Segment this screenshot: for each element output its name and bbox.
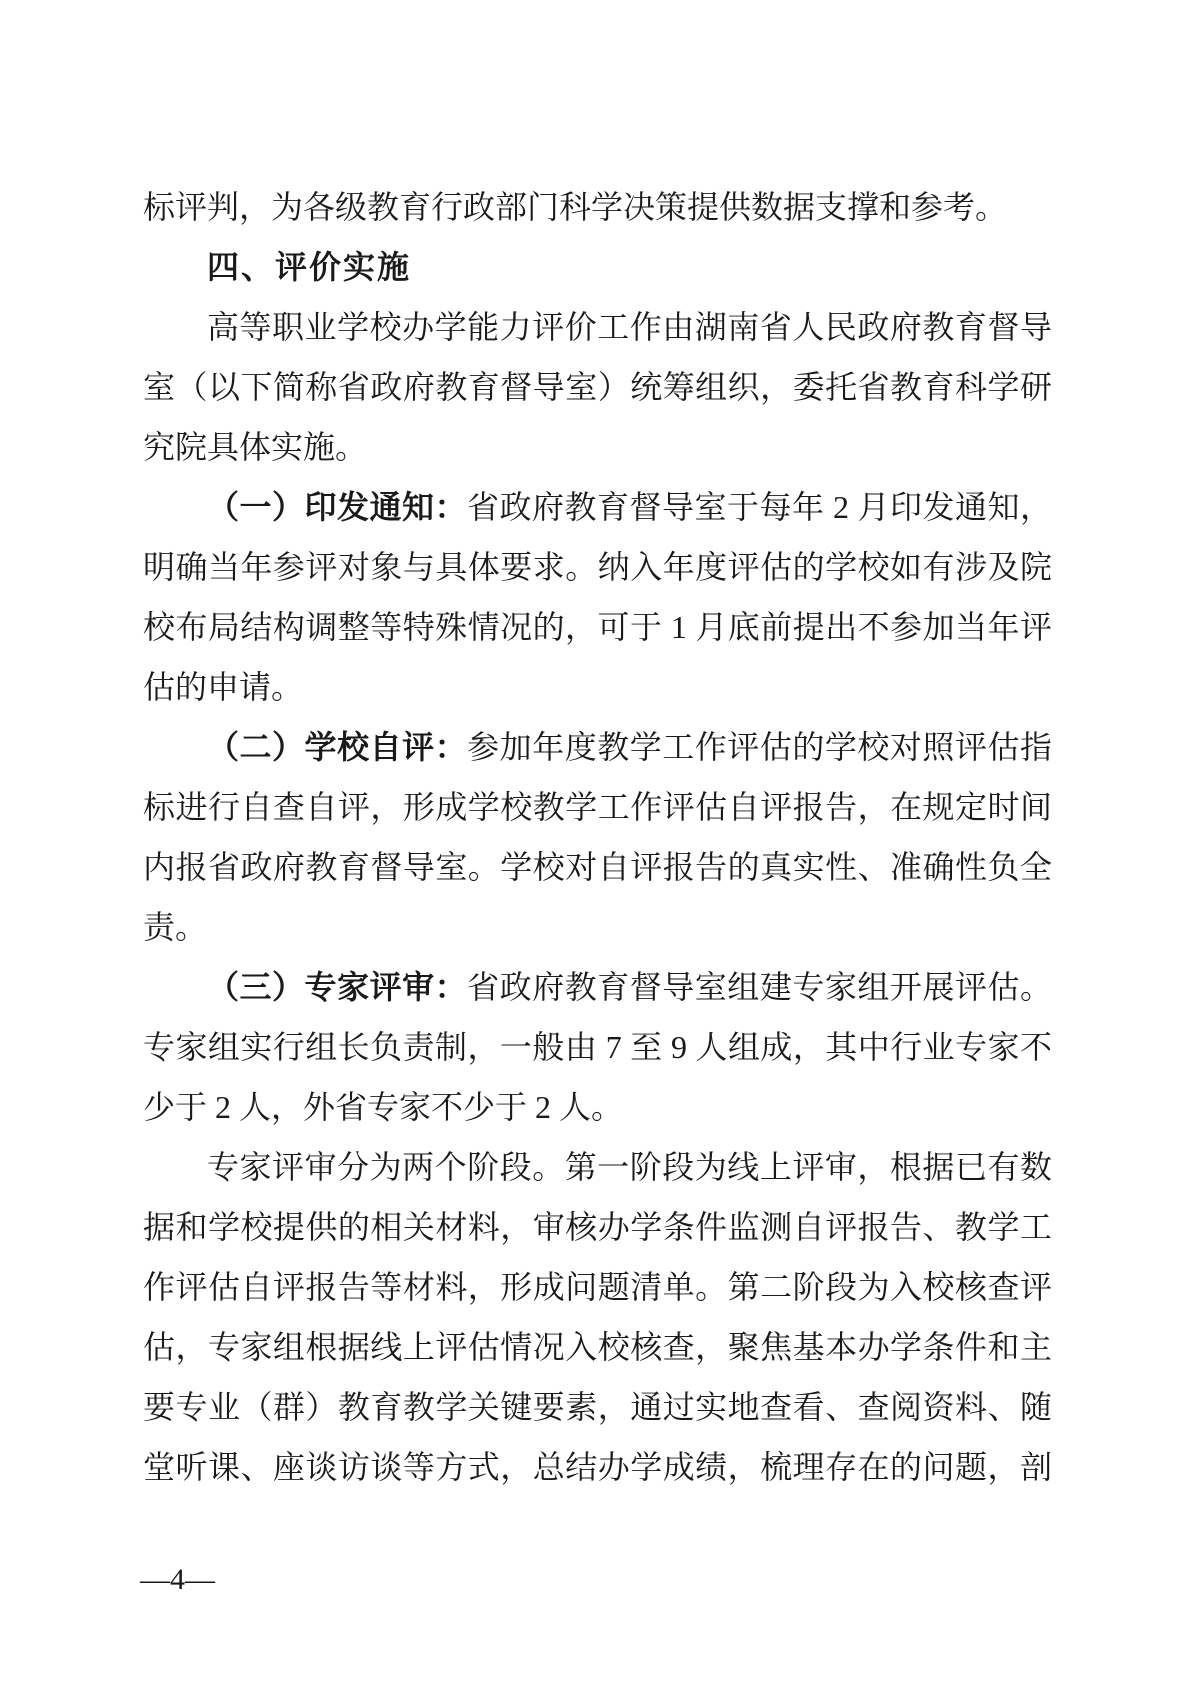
text-line [143, 957, 1052, 1017]
text-line: 估的申请。 [143, 669, 304, 705]
text-line: 少于 2 人，外省专家不少于 2 人。 [143, 1089, 624, 1125]
text-line: 明确当年参评对象与具体要求。纳入年度评估的学校如有涉及院 [143, 549, 1052, 585]
page-number: —4— [140, 1563, 215, 1596]
text-line: 内报省政府教育督导室。学校对自评报告的真实性、准确性负全 [143, 849, 1052, 885]
text-line: 专家评审分为两个阶段。第一阶段为线上评审，根据已有数 [207, 1149, 1052, 1185]
text-line: 究院具体实施。 [143, 429, 368, 465]
clause-label: （三）专家评审： [207, 969, 468, 1005]
text-line: 标评判，为各级教育行政部门科学决策提供数据支撑和参考。 [143, 189, 1008, 225]
text-line: 校布局结构调整等特殊情况的，可于 1 月底前提出不参加当年评 [143, 609, 1052, 645]
text-line: 要专业（群）教育教学关键要素，通过实地查看、查阅资料、随 [143, 1389, 1052, 1425]
clause-label: （二）学校自评： [207, 729, 468, 765]
text-line: 室（以下简称省政府教育督导室）统筹组织，委托省教育科学研 [143, 369, 1052, 405]
text-line [143, 477, 1052, 537]
clause-label: （一）印发通知： [207, 489, 467, 525]
document-body [143, 177, 1052, 1497]
text-line: 高等职业学校办学能力评价工作由湖南省人民政府教育督导 [207, 309, 1052, 345]
text-line: 估，专家组根据线上评估情况入校核查，聚焦基本办学条件和主 [143, 1329, 1052, 1365]
section-heading: 四、评价实施 [207, 249, 412, 285]
clause-text: 参加年度教学工作评估的学校对照评估指 [467, 729, 1052, 765]
text-line [143, 717, 1052, 777]
text-line: 据和学校提供的相关材料，审核办学条件监测自评报告、教学工 [143, 1209, 1052, 1245]
clause-text: 省政府教育督导室组建专家组开展评估。 [467, 969, 1052, 1005]
clause-text: 省政府教育督导室于每年 2 月印发通知， [467, 489, 1052, 525]
text-line: 专家组实行组长负责制，一般由 7 至 9 人组成，其中行业专家不 [143, 1029, 1052, 1065]
text-line: 责。 [143, 909, 208, 945]
text-line: 堂听课、座谈访谈等方式，总结办学成绩，梳理存在的问题，剖 [143, 1449, 1052, 1485]
text-line: 标进行自查自评，形成学校教学工作评估自评报告，在规定时间 [143, 789, 1052, 825]
text-line: 作评估自评报告等材料，形成问题清单。第二阶段为入校核查评 [143, 1269, 1052, 1305]
